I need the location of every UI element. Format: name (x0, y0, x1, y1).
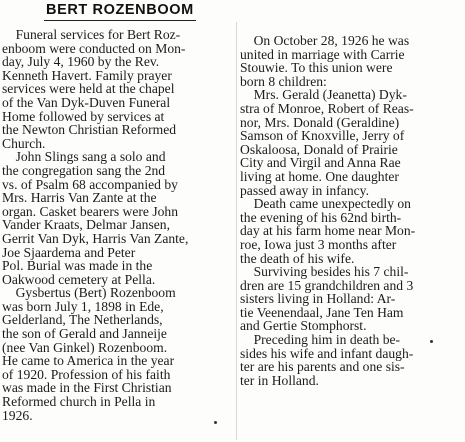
text-line: Surviving besides his 7 chil- (240, 264, 409, 280)
text-line: roe, Iowa just 3 months after (240, 236, 397, 252)
text-line: On October 28, 1926 he was (240, 33, 410, 48)
obituary-headline: BERT ROZENBOOM (46, 2, 194, 18)
text-line: (nee Van Ginkel) Rozenboom. (2, 339, 168, 355)
text-line: John Slings sang a solo and (2, 149, 166, 165)
text-line: born 8 children: (240, 73, 327, 89)
text-line: the son of Gerald and Janneije (2, 326, 167, 342)
text-line: dren are 15 grandchildren and 3 (240, 277, 414, 293)
text-line: day at his farm home near Mon- (240, 223, 416, 239)
text-line: the death of his wife. (240, 250, 355, 266)
text-line: Kenneth Havert. Family prayer (2, 67, 172, 83)
left-column (2, 28, 234, 422)
text-line: enboom were conducted on Mon- (2, 40, 186, 56)
text-line: Funeral services for Bert Roz- (2, 27, 181, 42)
text-line: passed away in infancy. (240, 182, 369, 198)
text-line: Oakwood cemetery at Pella. (2, 271, 156, 287)
text-line: ter are his parents and one sis- (240, 359, 405, 375)
text-line: of the Van Dyk-Duven Funeral (2, 94, 171, 110)
headline-underline (44, 20, 196, 21)
text-line: services were held at the chapel (2, 81, 175, 97)
text-line: Home followed by services at (2, 108, 165, 124)
text-line: sides his wife and infant daugh- (240, 345, 414, 361)
text-line: Gerrit Van Dyk, Harris Van Zante, (2, 230, 189, 246)
text-line: Preceding him in death be- (240, 332, 401, 348)
text-line: tie Veenendaal, Jane Ten Ham (240, 304, 404, 320)
text-line: Samson of Knoxville, Jerry of (240, 128, 405, 144)
text-line: of 1920. Profession of his faith (2, 366, 171, 382)
column-divider (236, 22, 237, 440)
text-line: Joe Sjaardema and Peter (2, 244, 136, 260)
text-line: organ. Casket bearers were John (2, 203, 179, 219)
text-line: was born July 1, 1898 in Ede, (2, 298, 164, 314)
text-line: Mrs. Harris Van Zante at the (2, 190, 157, 206)
text-line: the congregation sang the 2nd (2, 162, 166, 178)
text-line: living at home. One daughter (240, 168, 399, 184)
text-line: day, July 4, 1960 by the Rev. (2, 54, 160, 70)
right-column (240, 34, 462, 387)
text-line: the Newton Christian Reformed (2, 122, 177, 138)
text-line: Death came unexpectedly on (240, 196, 411, 212)
text-line: united in marriage with Carrie (240, 46, 405, 62)
text-line: nor, Mrs. Donald (Geraldine) (240, 114, 400, 130)
text-line: Church. (2, 135, 46, 151)
text-line: Gysbertus (Bert) Rozenboom (2, 285, 176, 301)
text-line: the evening of his 62nd birth- (240, 209, 402, 225)
text-line: Mrs. Gerald (Jeanetta) Dyk- (240, 87, 407, 103)
text-line: Vander Kraats, Delmar Jansen, (2, 217, 170, 233)
text-line: stra of Monroe, Robert of Reas- (240, 100, 414, 116)
text-line: Stouwie. To this union were (240, 60, 393, 76)
text-line: ter in Holland. (240, 372, 319, 388)
text-line: City and Virgil and Anna Rae (240, 155, 401, 171)
text-line: was made in the First Christian (2, 380, 172, 396)
text-line: sisters living in Holland: Ar- (240, 291, 396, 307)
text-line: Pol. Burial was made in the (2, 258, 153, 274)
print-speck (430, 340, 433, 343)
text-line: 1926. (2, 407, 33, 423)
print-speck (214, 421, 217, 424)
text-line: Oskaloosa, Donald of Prairie (240, 141, 398, 157)
text-line: Reformed church in Pella in (2, 394, 156, 410)
text-line: and Gertie Stomphorst. (240, 318, 367, 334)
text-line: He came to America in the year (2, 353, 175, 369)
text-line: Gelderland, The Netherlands, (2, 312, 163, 328)
text-line: vs. of Psalm 68 accompanied by (2, 176, 178, 192)
